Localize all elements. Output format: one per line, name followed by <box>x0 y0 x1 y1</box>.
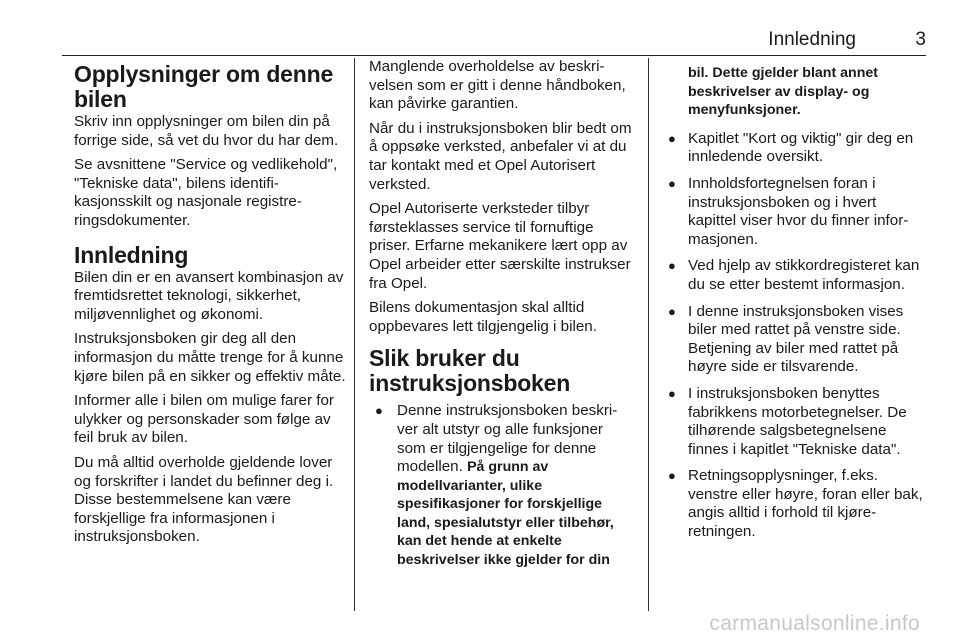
bullet-icon: ● <box>668 130 676 146</box>
column-divider-2 <box>648 58 649 611</box>
bullet-icon: ● <box>668 303 676 319</box>
list-item <box>373 402 633 569</box>
column-1 <box>74 58 346 553</box>
column-2 <box>369 58 633 578</box>
list-item-text: Ved hjelp av stikkordregisteret kan du se etter bestemt informasjon. <box>688 257 920 293</box>
list-item <box>666 175 928 249</box>
list-item-text: Kapitlet "Kort og viktig" gir deg en innledende oversikt. <box>688 129 914 166</box>
bullet-icon: ● <box>668 258 676 274</box>
paragraph: Instruksjonsboken gir deg all den informasjon du måtte trenge for å kunne kjøre bilen på en sikker og effektiv måte. <box>74 330 346 385</box>
list-item <box>666 130 928 167</box>
continued-bold-text: bil. Dette gjelder blant annet beskrivelser av display- og menyfunksjoner. <box>688 65 878 119</box>
paragraph: Informer alle i bilen om mulige farer for ulykker og personskader som følge av feil bruk av bilen. <box>74 392 334 447</box>
bullet-list <box>373 402 633 569</box>
paragraph: Se avsnittene "Service og vedlikehold", "Tekniske data", bilens identifikasjonsskilt og nasjonale registreringsdokumenter. <box>74 156 338 229</box>
bullet-icon: ● <box>375 403 383 419</box>
paragraph: Bilen din er en avansert kombinasjon av fremtidsrettet teknologi, sikkerhet, miljøvennlighet og økonomi. <box>74 268 344 323</box>
list-item-text: I instruksjonsboken benyttes fabrikkens motorbetegnelser. De tilhørende salgsbetegnelsene finnes i kapitlet "Tekniske data". <box>688 384 907 458</box>
heading-vehicle-info: Opplysninger om denne bilen <box>74 61 334 112</box>
list-item <box>666 303 928 377</box>
paragraph: Du må alltid overholde gjeldende lover og forskrifter i landet du befinner deg i. Disse bestemmelsene kan være forskjellige fra informasjonen i instruksjonsboken. <box>74 453 334 546</box>
bullet-icon: ● <box>668 385 676 401</box>
running-title: Innledning <box>768 29 856 50</box>
list-item <box>666 467 928 541</box>
bullet-icon: ● <box>668 468 676 484</box>
list-item-text: I denne instruksjonsboken vises biler med rattet på venstre side. Betjening av biler med rattet på høyre side er tilsvarende. <box>688 302 904 376</box>
heading-introduction: Innledning <box>74 241 189 268</box>
page-header <box>62 29 926 56</box>
column-3 <box>666 58 928 550</box>
bullet-icon: ● <box>668 175 676 191</box>
heading-how-to-use: Slik bruker du instruksjonsboken <box>369 345 571 397</box>
list-item-text: Retningsopplysninger, f.eks. venstre eller høyre, foran eller bak, angis alltid i forhold til kjøreretningen. <box>688 467 923 541</box>
list-item <box>666 257 928 294</box>
paragraph: Når du i instruksjonsboken blir bedt om å oppsøke verksted, anbefaler vi at du tar kontakt med et Opel Autorisert verksted. <box>369 119 632 193</box>
paragraph: Skriv inn opplysninger om bilen din på forrige side, så vet du hvor du har dem. <box>74 113 339 149</box>
bullet-list <box>666 130 928 542</box>
page-number: 3 <box>915 29 926 50</box>
list-item-bold-text: På grunn av modellvarianter, ulike spesifikasjoner for forskjellige land, spesialutstyr eller tilbehør, kan det hende at enkelte beskrivelser ikke gjelder for din <box>397 459 614 569</box>
watermark[interactable]: carmanualsonline.info <box>709 612 920 635</box>
paragraph: Opel Autoriserte verksteder tilbyr førsteklasses service til fornuftige priser. Erfarne mekanikere lært opp av Opel arbeider etter særskilte instrukser fra Opel. <box>369 200 631 292</box>
list-item <box>666 385 928 459</box>
list-item-text: Innholdsfortegnelsen foran i instruksjonsboken og i hvert kapittel viser hvor du finner informasjonen. <box>688 174 909 248</box>
paragraph: Bilens dokumentasjon skal alltid oppbevares lett tilgjengelig i bilen. <box>369 299 597 335</box>
paragraph: Manglende overholdelse av beskrivelsen som er gitt i denne håndboken, kan påvirke garantien. <box>369 58 626 113</box>
column-divider-1 <box>354 58 355 611</box>
list-item-text: Denne instruksjonsboken beskriver alt utstyr og alle funksjoner som er tilgjengelige for denne modellen. <box>397 402 618 476</box>
